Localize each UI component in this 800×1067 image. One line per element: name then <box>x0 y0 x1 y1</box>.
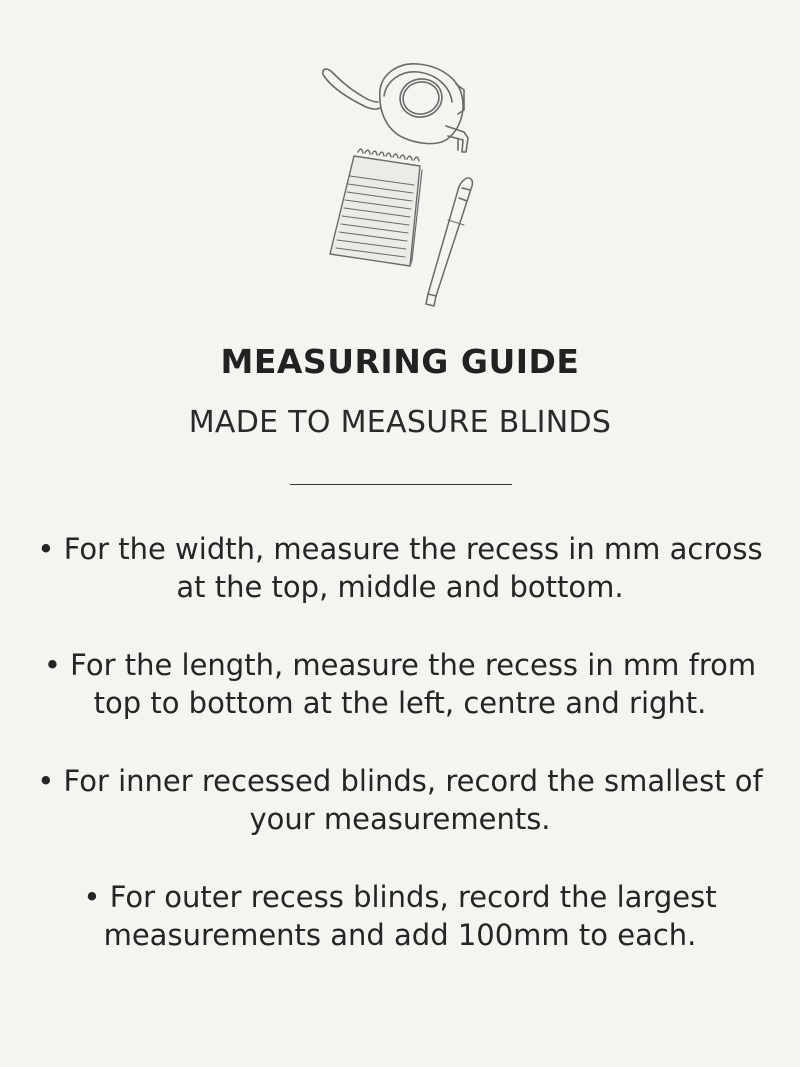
divider <box>290 484 512 485</box>
page-subtitle: MADE TO MEASURE BLINDS <box>188 405 612 440</box>
measuring-tools-illustration <box>318 60 484 310</box>
tape-measure-icon <box>323 64 468 152</box>
page-title: MEASURING GUIDE <box>220 342 580 381</box>
pen-icon <box>426 178 472 306</box>
tip-inner-recess: • For inner recessed blinds, record the smallest of your measurements. <box>37 764 763 836</box>
notepad-icon <box>330 149 422 266</box>
measuring-tips-list <box>20 530 780 994</box>
tip-outer-recess: • For outer recess blinds, record the largest measurements and add 100mm to each. <box>83 880 717 952</box>
tip-length: • For the length, measure the recess in mm from top to bottom at the left, centre and right. <box>43 648 757 720</box>
tip-width: • For the width, measure the recess in mm across at the top, middle and bottom. <box>37 532 763 604</box>
